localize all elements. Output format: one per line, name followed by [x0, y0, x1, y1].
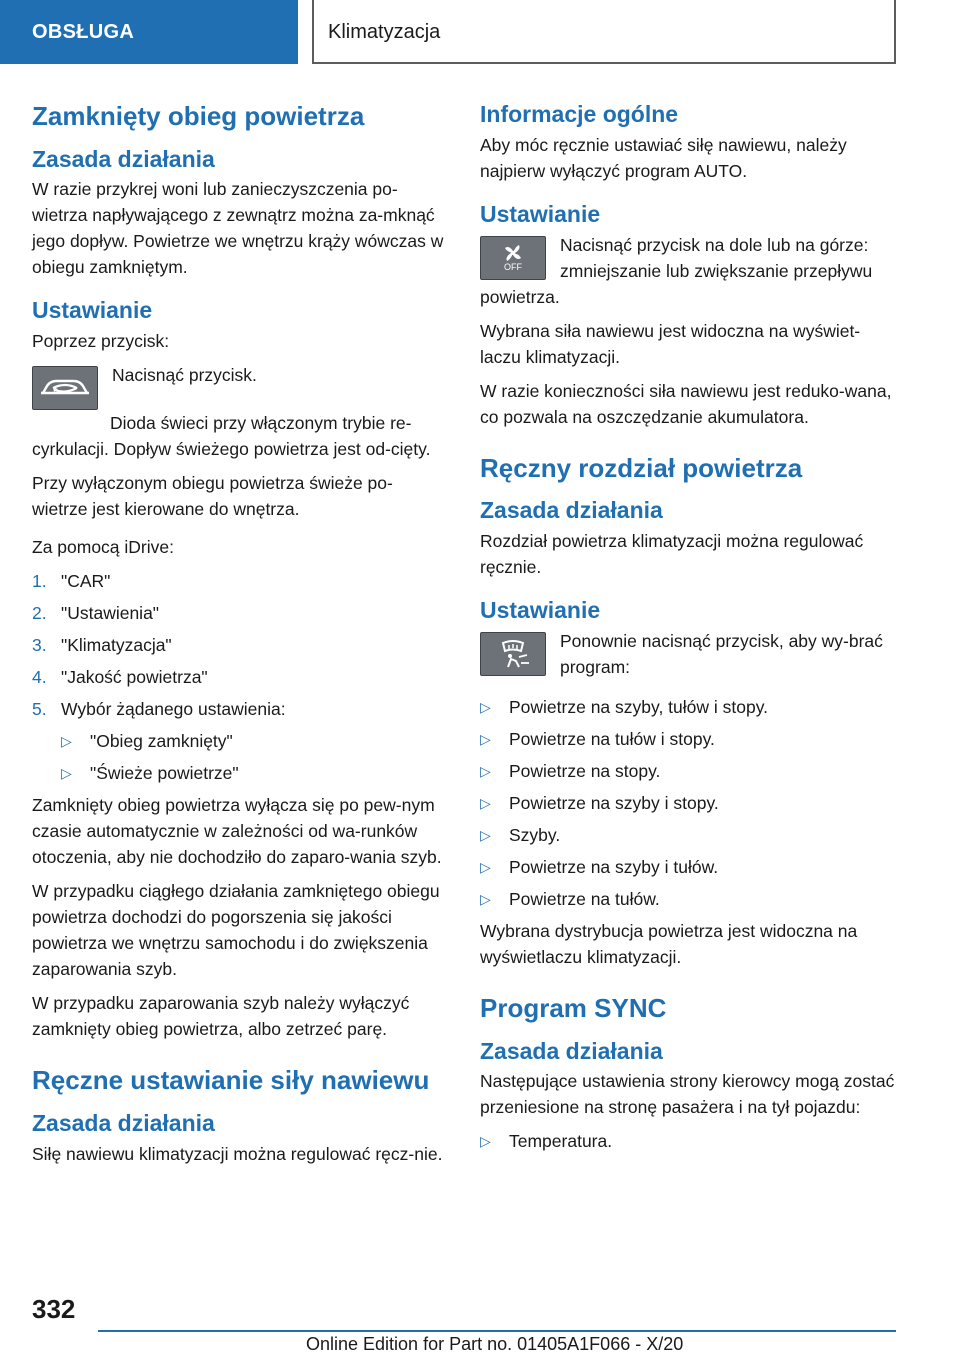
- triangle-right-icon: ▷: [480, 795, 491, 812]
- triangle-right-icon: ▷: [480, 763, 491, 780]
- list-item: ▷ "Świeże powietrze": [32, 760, 444, 786]
- step-number: 5.: [32, 699, 47, 720]
- paragraph: Następujące ustawienia strony kierowcy mogą zostać przeniesione na stronę pasażera i na tył pojazdu:: [480, 1071, 895, 1118]
- heading-distribution: Ręczny rozdział powietrza: [480, 452, 803, 483]
- right-column: [480, 100, 896, 1160]
- idrive-steps: [32, 568, 444, 722]
- triangle-right-icon: ▷: [480, 731, 491, 748]
- paragraph: Dioda świeci przy włączonym trybie re-cyrkulacji. Dopływ świeżego powietrza jest od-cięty.: [32, 413, 431, 460]
- setting-options: [32, 728, 444, 786]
- list-item: ▷ Powietrze na tułów i stopy.: [480, 726, 896, 752]
- subheading-setting: Ustawianie: [32, 297, 153, 324]
- paragraph: W razie konieczności siła nawiewu jest reduko-wana, co pozwala na oszczędzanie akumulatora.: [480, 380, 892, 427]
- paragraph: Rozdział powietrza klimatyzacji można regulować ręcznie.: [480, 531, 864, 578]
- distribution-instruction: [480, 628, 896, 688]
- triangle-right-icon: ▷: [480, 827, 491, 844]
- list-item: ▷ Powietrze na tułów.: [480, 886, 896, 912]
- step-text: "CAR": [61, 571, 111, 592]
- subheading-principle: Zasada działania: [32, 1109, 215, 1136]
- fan-instruction: [480, 232, 896, 318]
- subheading-setting: Ustawianie: [480, 200, 601, 227]
- paragraph: Siłę nawiewu klimatyzacji można regulować ręcz-nie.: [32, 1143, 443, 1164]
- list-item: ▷ Powietrze na szyby, tułów i stopy.: [480, 694, 896, 720]
- paragraph: Nacisnąć przycisk.: [112, 365, 257, 386]
- step-text: "Jakość powietrza": [61, 667, 208, 688]
- paragraph: Wybrana dystrybucja powietrza jest widoczna na wyświetlaczu klimatyzacji.: [480, 921, 858, 968]
- air-recirculation-icon: [32, 366, 98, 410]
- subheading-general: Informacje ogólne: [480, 101, 679, 127]
- edition-note: Online Edition for Part no. 01405A1F066 - X/20: [306, 1334, 684, 1354]
- list-item: [32, 600, 444, 626]
- list-item: ▷ Temperatura.: [480, 1128, 896, 1154]
- subheading-principle: Zasada działania: [32, 145, 215, 172]
- list-item: ▷ Powietrze na szyby i tułów.: [480, 854, 896, 880]
- step-number: 2.: [32, 603, 47, 624]
- heading-blower: Ręczne ustawianie siły nawiewu: [32, 1065, 430, 1096]
- footer-divider: [98, 1330, 896, 1332]
- paragraph: Nacisnąć przycisk na dole lub na górze: zmniejszanie lub zwiększanie przepływu powietrza.: [480, 234, 873, 307]
- chapter-title: Klimatyzacja: [312, 0, 896, 64]
- step-text: "Klimatyzacja": [61, 635, 172, 656]
- list-item: ▷ Szyby.: [480, 822, 896, 848]
- list-item: [32, 632, 444, 658]
- step-number: 1.: [32, 571, 47, 592]
- heading-sync: Program SYNC: [480, 993, 667, 1024]
- subheading-principle: Zasada działania: [480, 497, 663, 524]
- distribution-options: [480, 694, 896, 912]
- paragraph: Wybrana siła nawiewu jest widoczna na wyświet-laczu klimatyzacji.: [480, 320, 861, 367]
- triangle-right-icon: ▷: [61, 765, 72, 782]
- recirculation-instruction: [32, 362, 444, 414]
- list-item: ▷ Powietrze na szyby i stopy.: [480, 790, 896, 816]
- triangle-right-icon: ▷: [480, 859, 491, 876]
- list-item: [32, 664, 444, 690]
- paragraph: Aby móc ręcznie ustawiać siłę nawiewu, należy najpierw wyłączyć program AUTO.: [480, 134, 847, 181]
- list-item: ▷ Powietrze na stopy.: [480, 758, 896, 784]
- paragraph: Zamknięty obieg powietrza wyłącza się po pew-nym czasie automatycznie w zależności od wa-runków otoczenia, aby nie dochodziło do zaparo-wania szyb.: [32, 795, 442, 868]
- triangle-right-icon: ▷: [480, 891, 491, 908]
- triangle-right-icon: ▷: [480, 1133, 491, 1150]
- step-text: Wybór żądanego ustawienia:: [61, 699, 286, 720]
- triangle-right-icon: ▷: [480, 699, 491, 716]
- step-number: 4.: [32, 667, 47, 688]
- step-text: "Ustawienia": [61, 603, 160, 624]
- subheading-principle: Zasada działania: [480, 1037, 663, 1064]
- list-item: ▷ "Obieg zamknięty": [32, 728, 444, 754]
- left-column: [32, 100, 444, 1175]
- heading-recirculation: Zamknięty obieg powietrza: [32, 101, 365, 131]
- list-item: [32, 696, 444, 722]
- paragraph: W przypadku ciągłego działania zamkniętego obiegu powietrza dochodzi do pogorszenia się jakości powietrza we wnętrzu samochodu i do zwiększenia zaparowania szyb.: [32, 881, 440, 980]
- paragraph: Poprzez przycisk:: [32, 331, 170, 352]
- triangle-right-icon: ▷: [61, 733, 72, 750]
- sync-options: [480, 1128, 896, 1154]
- paragraph: Przy wyłączonym obiegu powietrza świeże po-wietrze jest kierowane do wnętrza.: [32, 473, 393, 520]
- paragraph: W razie przykrej woni lub zanieczyszczenia po-wietrza napływającego z zewnątrz można za-mknąć jego dopływ. Powietrze we wnętrzu krąży wówczas w obiegu zamkniętym.: [32, 179, 444, 278]
- paragraph: W przypadku zaparowania szyb należy wyłączyć zamknięty obieg powietrza, albo zetrzeć parę.: [32, 993, 410, 1040]
- subheading-setting: Ustawianie: [480, 597, 601, 624]
- page-number: 332: [32, 1294, 76, 1324]
- section-tab: OBSŁUGA: [0, 0, 298, 64]
- fan-icon: [480, 236, 546, 280]
- air-distribution-icon: [480, 632, 546, 676]
- list-item: [32, 568, 444, 594]
- paragraph: Za pomocą iDrive:: [32, 537, 174, 558]
- fan-off-label: OFF: [504, 261, 522, 272]
- paragraph: Ponownie nacisnąć przycisk, aby wy-brać program:: [560, 631, 883, 678]
- step-number: 3.: [32, 635, 47, 656]
